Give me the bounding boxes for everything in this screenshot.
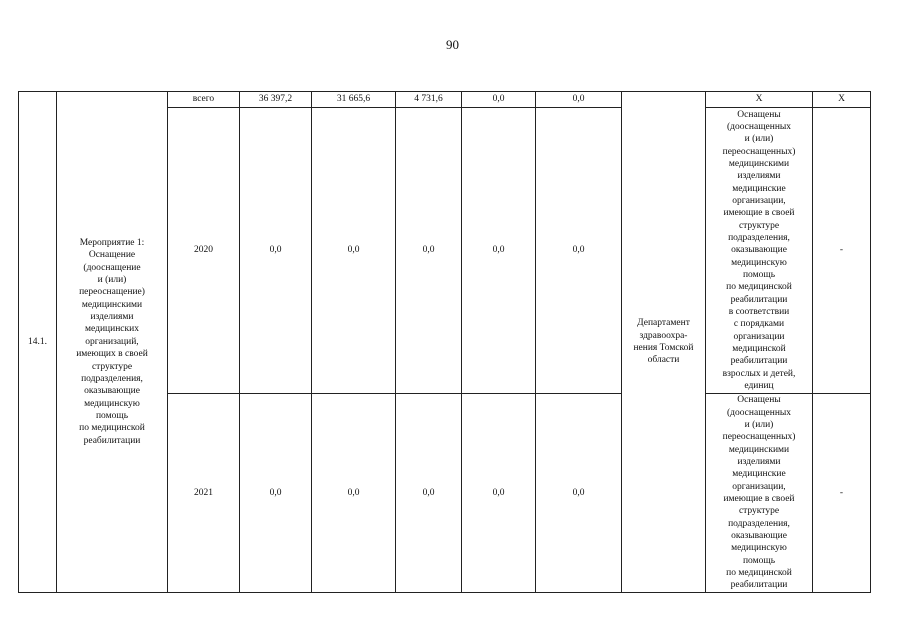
value-cell: 0,0 (462, 394, 536, 593)
result-indicator: Оснащены (дооснащенных и (или) переоснащенных) медицинскими изделиями медицинские организации, имеющие в своей структуре подразделения, оказывающие медицинскую помощь по медицинской реабилитации (706, 394, 813, 593)
value-cell: 0,0 (312, 108, 396, 394)
value-cell: 0,0 (536, 394, 622, 593)
value-cell: 0,0 (396, 108, 462, 394)
indicator-x: Х (706, 92, 813, 108)
year-label: 2021 (168, 394, 240, 593)
page-number: 90 (446, 37, 459, 52)
row-number: 14.1. (19, 92, 57, 593)
year-label: 2020 (168, 108, 240, 394)
value-cell: 0,0 (312, 394, 396, 593)
year-label: всего (168, 92, 240, 108)
event-name: Мероприятие 1: Оснащение (дооснащение и (или) переоснащение) медицинскими изделиями медицинских организаций, имеющих в своей структуре подразделения, оказывающие медицинскую помощь по медицинской реабилитации (57, 92, 168, 593)
value-cell: 0,0 (240, 108, 312, 394)
value-cell: 0,0 (462, 108, 536, 394)
table-row-total (19, 92, 871, 108)
value-cell: 0,0 (462, 92, 536, 108)
value-cell: 4 731,6 (396, 92, 462, 108)
result-indicator: Оснащены (дооснащенных и (или) переоснащенных) медицинскими изделиями медицинские организации, имеющие в своей структуре подразделения, оказывающие медицинскую помощь по медицинской реабилитации в соответствии с порядками организации медицинской реабилитации взрослых и детей, единиц (706, 108, 813, 394)
result-value: - (813, 394, 871, 593)
value-cell: 0,0 (536, 92, 622, 108)
value-cell: 0,0 (240, 394, 312, 593)
value-cell: 31 665,6 (312, 92, 396, 108)
indicator-x: Х (813, 92, 871, 108)
executor: Департамент здравоохра- нения Томской области (622, 92, 706, 593)
value-cell: 36 397,2 (240, 92, 312, 108)
program-table (18, 91, 871, 593)
value-cell: 0,0 (536, 108, 622, 394)
result-value: - (813, 108, 871, 394)
value-cell: 0,0 (396, 394, 462, 593)
